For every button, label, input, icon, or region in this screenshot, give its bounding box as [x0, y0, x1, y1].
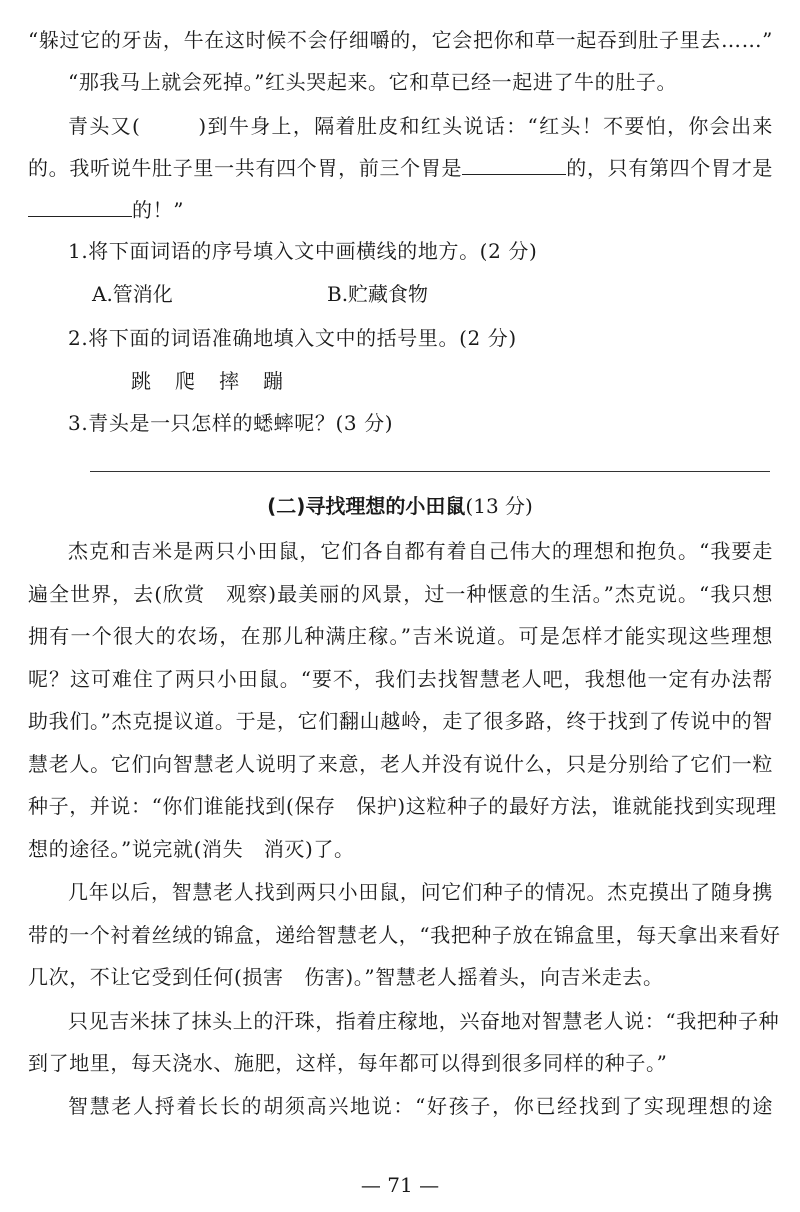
passage-line: 拥有一个很大的农场，在那儿种满庄稼。”吉米说道。可是怎样才能实现这些理想	[28, 624, 773, 648]
question-2: 2.将下面的词语准确地填入文中的括号里。(2 分)	[68, 326, 517, 350]
question-1-option-a: A.管消化	[92, 282, 173, 306]
story1-line-2: “那我马上就会死掉。”红头哭起来。它和草已经一起进了牛的肚子。	[68, 70, 678, 94]
story1-line-1: “躲过它的牙齿，牛在这时候不会仔细嚼的，它会把你和草一起吞到肚子里去……”	[28, 28, 773, 52]
passage-line: 带的一个衬着丝绒的锦盒，递给智慧老人，“我把种子放在锦盒里，每天拿出来看好	[28, 923, 781, 947]
question-3: 3.青头是一只怎样的蟋蟀呢？(3 分)	[68, 411, 394, 435]
story1-text-stomach-a: 的。我听说牛肚子里一共有四个胃，前三个胃是	[28, 156, 463, 180]
passage-line: 种子，并说：“你们谁能找到(保存 保护)这粒种子的最好方法，谁就能找到实现理	[28, 794, 777, 818]
page-number: — 71 —	[360, 1173, 440, 1197]
passage-line: 助我们。”杰克提议道。于是，它们翻山越岭，走了很多路，终于找到了传说中的智	[28, 709, 773, 733]
story1-text-before-paren: 青头又(	[68, 114, 141, 138]
story1-line-3	[68, 113, 773, 139]
passage-line: 智慧老人捋着长长的胡须高兴地说：“好孩子，你已经找到了实现理想的途	[68, 1094, 773, 1118]
story1-line-5	[28, 197, 773, 223]
section-2-score: (13 分)	[465, 494, 533, 518]
passage-line: 遍全世界，去(欣赏 观察)最美丽的风景，过一种惬意的生活。”杰克说。“我只想	[28, 582, 773, 606]
passage-line: 几年以后，智慧老人找到两只小田鼠，问它们种子的情况。杰克摸出了随身携	[68, 880, 773, 904]
story1-text-stomach-b: 的，只有第四个胃才是	[566, 156, 773, 180]
passage-line: 想的途径。”说完就(消失 消灭)了。	[28, 837, 355, 861]
question-1: 1.将下面词语的序号填入文中画横线的地方。(2 分)	[68, 239, 538, 263]
story1-text-after-paren: )到牛身上，隔着肚皮和红头说话：“红头！不要怕，你会出来	[198, 114, 774, 138]
section-2-title	[0, 493, 800, 519]
passage-line: 到了地里，每天浇水、施肥，这样，每年都可以得到很多同样的种子。”	[28, 1051, 668, 1075]
passage-line: 杰克和吉米是两只小田鼠，它们各自都有着自己伟大的理想和抱负。“我要走	[68, 539, 773, 563]
passage-line: 呢？这可难住了两只小田鼠。“要不，我们去找智慧老人吧，我想他一定有办法帮	[28, 667, 773, 691]
passage-line: 只见吉米抹了抹头上的汗珠，指着庄稼地，兴奋地对智慧老人说：“我把种子种	[68, 1009, 780, 1033]
question-1-option-b: B.贮藏食物	[327, 282, 429, 306]
passage-line: 慧老人。它们向智慧老人说明了来意，老人并没有说什么，只是分别给了它们一粒	[28, 752, 773, 776]
section-2-title-text: (二)寻找理想的小田鼠	[267, 494, 466, 518]
story1-text-end: 的！”	[132, 198, 185, 222]
fill-in-underline-blank-1[interactable]	[462, 156, 566, 175]
section-divider	[90, 471, 770, 472]
story1-line-4	[28, 155, 773, 181]
passage-line: 几次，不让它受到任何(损害 伤害)。”智慧老人摇着头，向吉米走去。	[28, 965, 664, 989]
question-2-word-list: 跳 爬 摔 蹦	[131, 369, 285, 393]
fill-in-underline-blank-2[interactable]	[28, 198, 132, 217]
